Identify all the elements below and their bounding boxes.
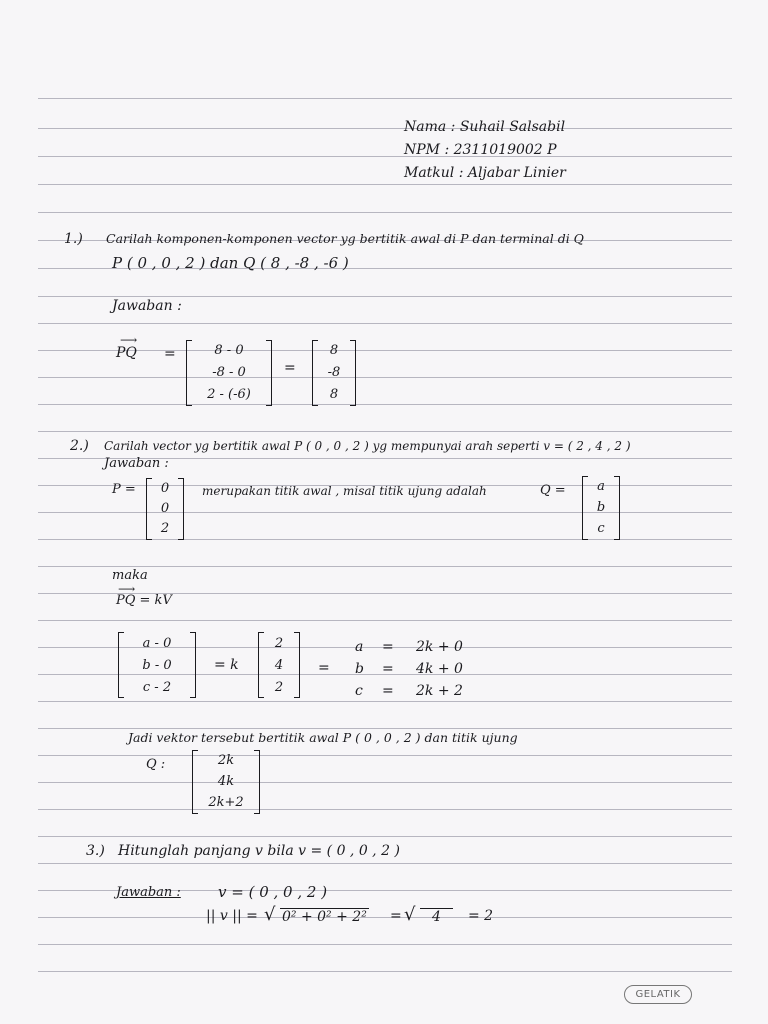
matrix-cell: b xyxy=(596,500,606,515)
q3-four: 4 xyxy=(420,908,453,925)
q3-v-value: v = ( 0 , 0 , 2 ) xyxy=(218,883,328,901)
rule-line xyxy=(38,782,732,783)
q2-equals-system: = xyxy=(318,660,330,676)
system-lhs: a xyxy=(355,639,364,655)
rule-line xyxy=(38,350,732,351)
rule-line xyxy=(38,404,732,405)
gelatik-logo: GELATIK xyxy=(624,985,692,1004)
q1-answer-label: Jawaban : xyxy=(112,298,182,314)
rule-line xyxy=(38,184,732,185)
vector-arrow-icon: ⟶ xyxy=(120,333,138,347)
matrix-cell: 2k xyxy=(217,753,235,768)
q1-text-line2: P ( 0 , 0 , 2 ) dan Q ( 8 , -8 , -6 ) xyxy=(112,254,349,272)
system-equals: = xyxy=(382,639,394,655)
rule-line xyxy=(38,836,732,837)
matrix-cell: 2 - (-6) xyxy=(207,387,251,402)
system-equals: = xyxy=(382,661,394,677)
q2-q-vector xyxy=(582,476,620,540)
q2-pq-kv: PQ = kV xyxy=(116,593,172,608)
rule-line xyxy=(38,377,732,378)
matrix-cell: 4 xyxy=(274,658,284,673)
q2-p-label: P = xyxy=(112,482,136,497)
q1-number: 1.) xyxy=(64,231,83,247)
sqrt-icon: √ xyxy=(264,904,276,925)
rule-line xyxy=(38,944,732,945)
matrix-cell: 0 xyxy=(160,481,170,496)
matrix-cell: 8 xyxy=(329,387,339,402)
rule-line xyxy=(38,809,732,810)
matrix-cell: -8 xyxy=(327,365,341,380)
rule-line xyxy=(38,296,732,297)
matrix-cell: 2 xyxy=(274,680,284,695)
student-npm: NPM : 2311019002 P xyxy=(404,142,557,158)
rule-line xyxy=(38,728,732,729)
matrix-cell: 0 xyxy=(160,501,170,516)
q1-text-line1: Carilah komponen-komponen vector yg bertitik awal di P dan terminal di Q xyxy=(106,231,584,246)
q1-equals: = xyxy=(164,346,176,362)
q1-equals-2: = xyxy=(284,360,296,376)
matrix-cell: c - 2 xyxy=(142,680,172,695)
matrix-cell: -8 - 0 xyxy=(212,365,246,380)
q2-maka: maka xyxy=(112,568,148,583)
vector-arrow-icon: ⟶ xyxy=(118,582,136,596)
rule-line xyxy=(38,539,732,540)
course-name: Matkul : Aljabar Linier xyxy=(404,165,566,181)
matrix-cell: a - 0 xyxy=(142,636,172,651)
q2-final-vector xyxy=(192,750,260,814)
rule-line xyxy=(38,863,732,864)
system-lhs: c xyxy=(355,683,363,699)
rule-line xyxy=(38,566,732,567)
q2-matrix-left xyxy=(118,632,196,698)
rule-line xyxy=(38,128,732,129)
q2-answer-label: Jawaban : xyxy=(104,456,169,471)
q1-pq-label: PQ xyxy=(116,345,137,361)
system-lhs: b xyxy=(355,661,364,677)
matrix-cell: a xyxy=(597,479,605,494)
q3-norm-expression: 0² + 0² + 2² xyxy=(282,909,367,925)
rule-line xyxy=(38,971,732,972)
q2-q-colon: Q : xyxy=(146,757,166,772)
sqrt-icon: √ xyxy=(404,904,416,925)
q2-conclusion: Jadi vektor tersebut bertitik awal P ( 0 , 0 , 2 ) dan titik ujung xyxy=(128,730,518,745)
matrix-cell: 2k+2 xyxy=(208,795,244,810)
rule-line xyxy=(38,98,732,99)
q3-text: Hitunglah panjang v bila v = ( 0 , 0 , 2 ) xyxy=(118,843,400,859)
q3-answer-label: Jawaban : xyxy=(116,885,181,900)
matrix-cell: c xyxy=(597,521,605,536)
rule-line xyxy=(38,917,732,918)
matrix-cell: 2 xyxy=(274,636,284,651)
rule-line xyxy=(38,701,732,702)
q3-number: 3.) xyxy=(86,843,105,859)
rule-line xyxy=(38,323,732,324)
system-rhs: 2k + 0 xyxy=(416,639,463,655)
q2-p-vector xyxy=(146,478,184,540)
q3-norm-lhs: || v || = xyxy=(206,908,258,924)
student-name: Nama : Suhail Salsabil xyxy=(404,119,566,135)
q1-matrix-difference xyxy=(186,340,272,406)
q2-q-label: Q = xyxy=(540,483,566,498)
matrix-cell: 2 xyxy=(160,521,170,536)
q3-equals: = xyxy=(390,908,402,924)
rule-line xyxy=(38,212,732,213)
rule-line xyxy=(38,156,732,157)
q2-description: merupakan titik awal , misal titik ujung adalah xyxy=(202,484,487,498)
q1-matrix-result xyxy=(312,340,356,406)
matrix-cell: 8 - 0 xyxy=(214,343,244,358)
q2-matrix-v xyxy=(258,632,300,698)
system-equals: = xyxy=(382,683,394,699)
rule-line xyxy=(38,431,732,432)
rule-line xyxy=(38,620,732,621)
matrix-cell: 8 xyxy=(329,343,339,358)
q2-text: Carilah vector yg bertitik awal P ( 0 , 0 , 2 ) yg mempunyai arah seperti v = ( 2 , 4 , 2 ) xyxy=(104,439,631,453)
system-rhs: 4k + 0 xyxy=(416,661,463,677)
matrix-cell: 4k xyxy=(217,774,235,789)
system-rhs: 2k + 2 xyxy=(416,683,463,699)
q3-result: = 2 xyxy=(468,908,494,924)
rule-line xyxy=(38,755,732,756)
q2-equals-k: = k xyxy=(214,657,239,673)
rule-line xyxy=(38,512,732,513)
q2-number: 2.) xyxy=(70,438,89,454)
matrix-cell: b - 0 xyxy=(142,658,172,673)
